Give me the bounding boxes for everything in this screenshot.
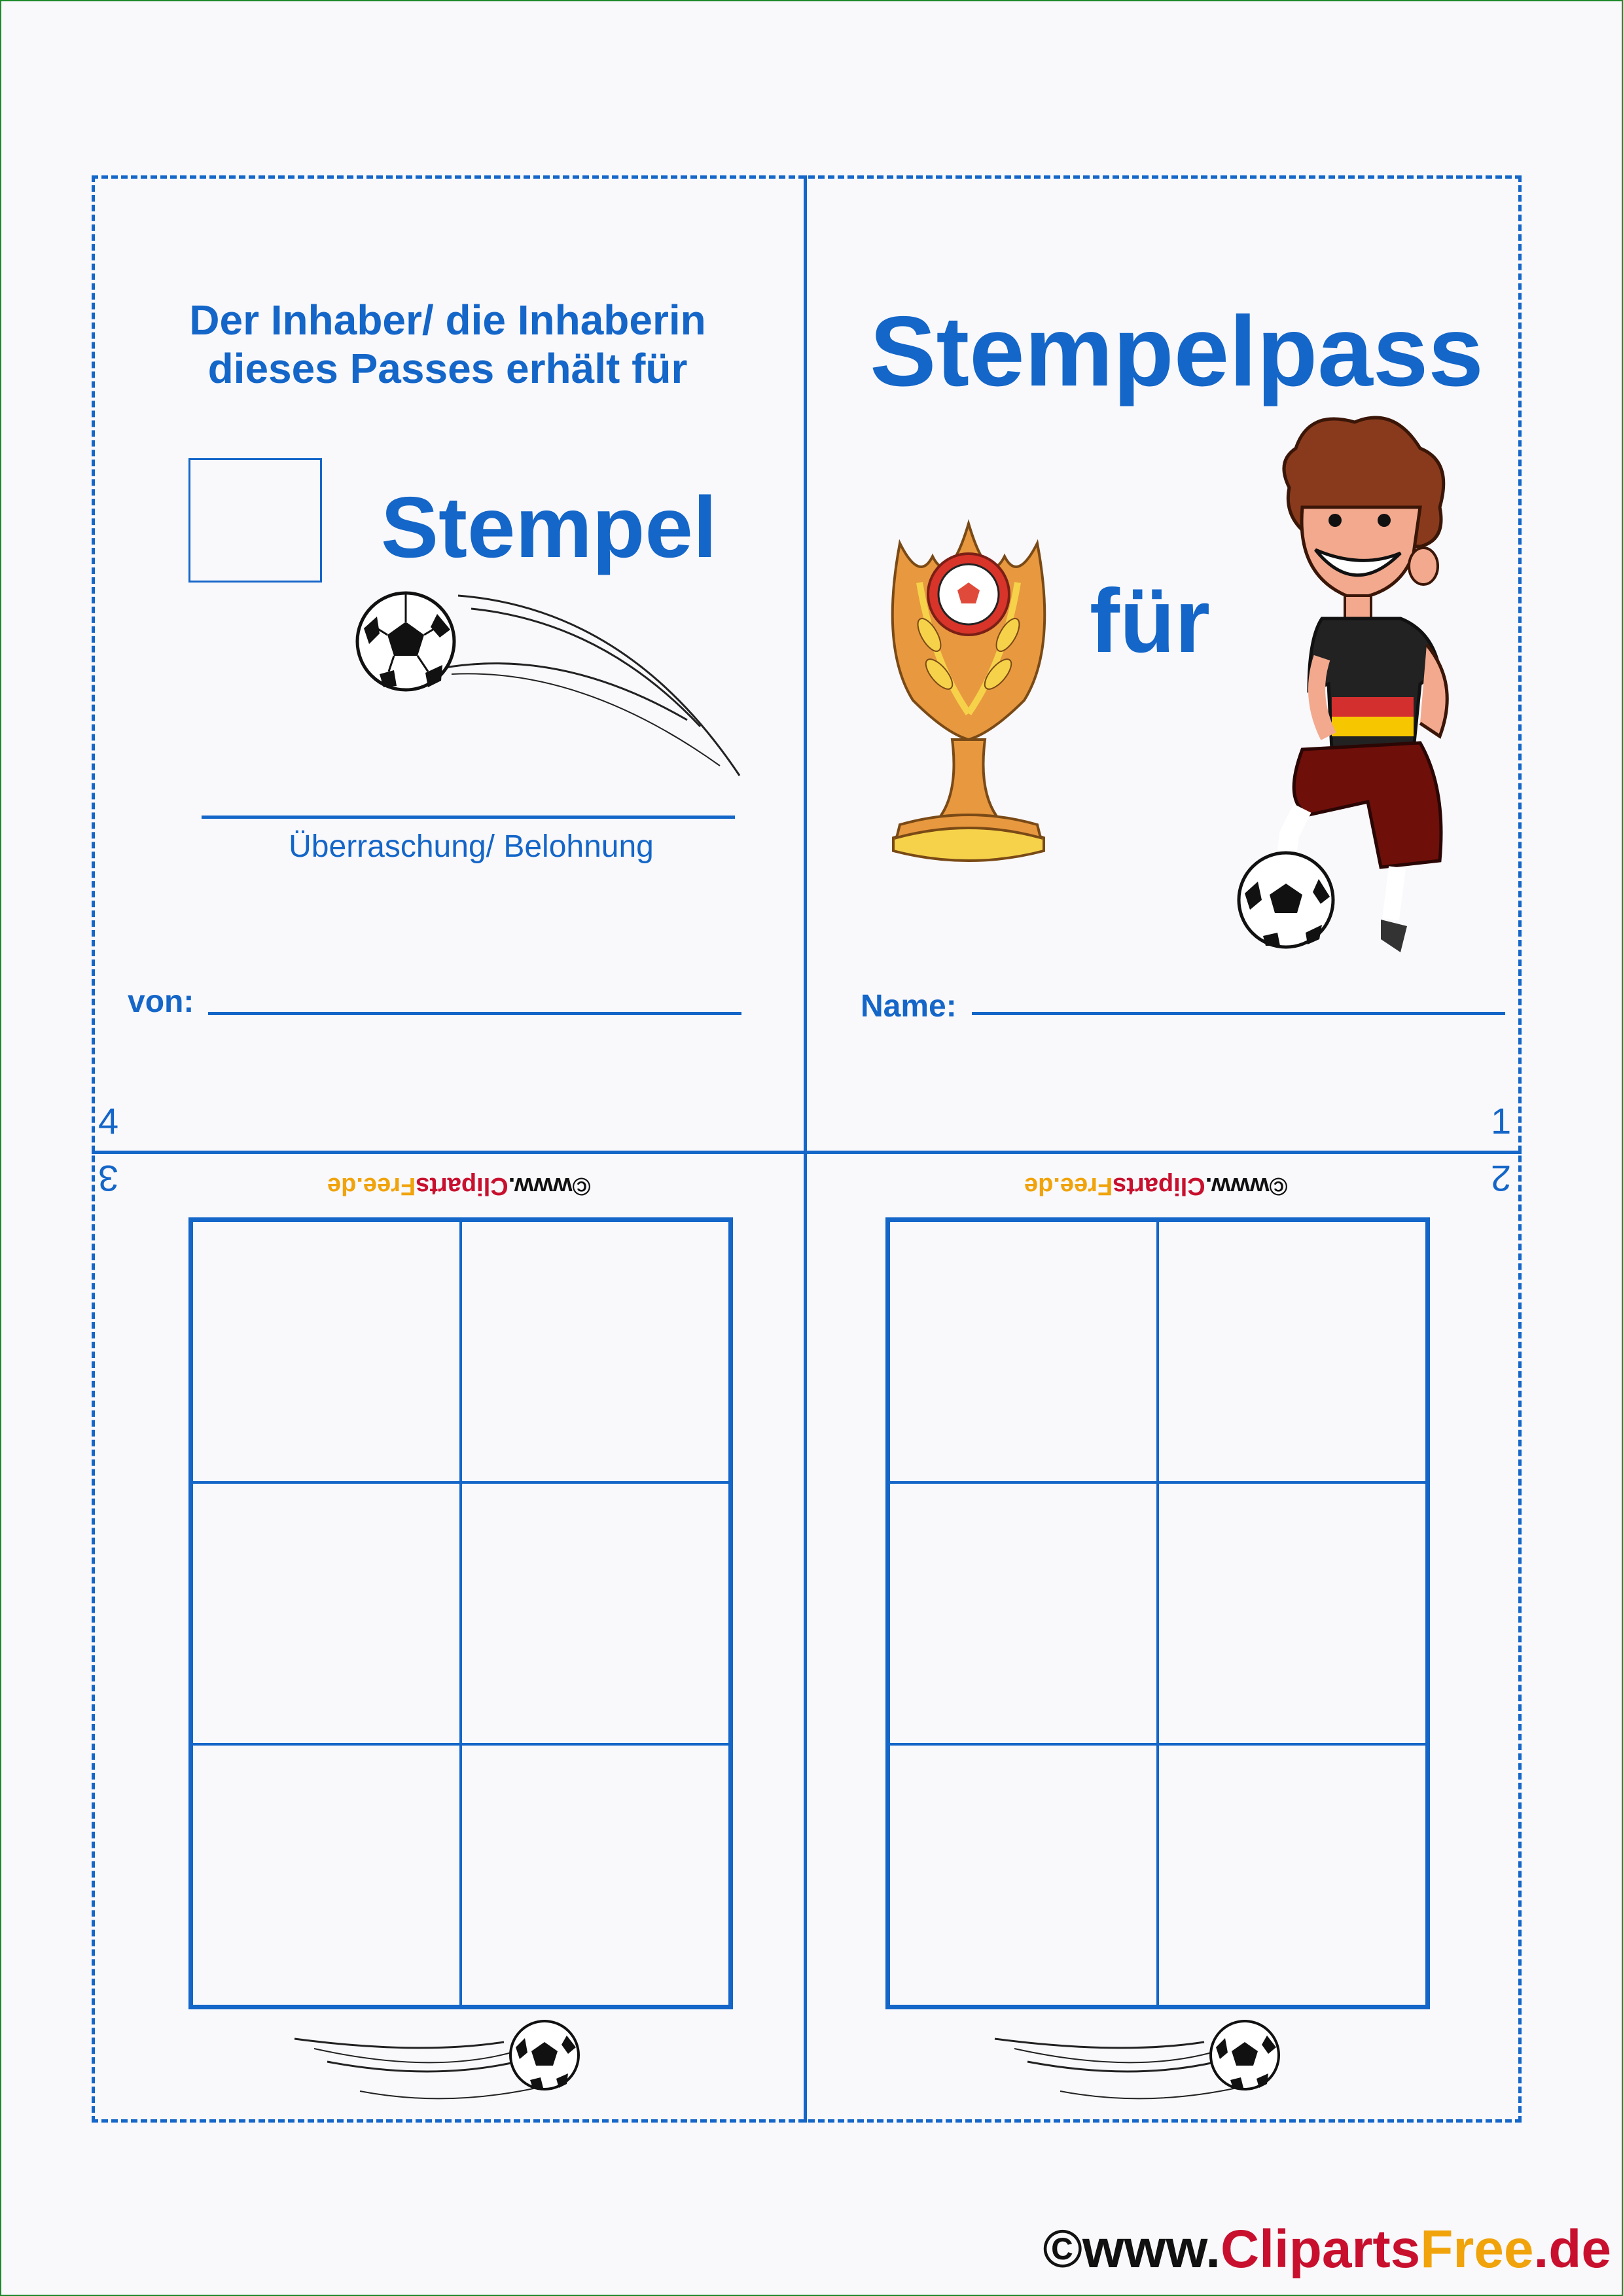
page3-number: 3 <box>98 1158 119 1199</box>
fold-line-horizontal <box>92 1151 1522 1154</box>
cut-line-right <box>1518 175 1522 2123</box>
name-line <box>972 1012 1505 1015</box>
footer-prefix: ©www. <box>1043 2219 1221 2279</box>
trophy-icon <box>874 517 1063 870</box>
von-label: von: <box>128 984 194 1019</box>
stamp-cell <box>461 1482 730 1744</box>
soccer-player-icon <box>1224 409 1486 952</box>
stamp-cell <box>192 1221 461 1482</box>
page2-credit-prefix: ©www. <box>1205 1172 1288 1200</box>
footer-credit <box>1043 2219 1611 2280</box>
stamp-cell <box>461 1744 730 2006</box>
stamp-cell <box>1158 1482 1427 1744</box>
page4-header-line1: Der Inhaber/ die Inhaberin <box>189 296 706 344</box>
page2-credit-suffix: .de <box>1024 1172 1060 1200</box>
footer-suffix: .de <box>1533 2219 1611 2279</box>
page4-number: 4 <box>98 1100 119 1141</box>
soccer-ball-icon <box>988 2016 1289 2121</box>
stamp-cell <box>192 1482 461 1744</box>
page2-credit-free: Free <box>1060 1172 1113 1200</box>
stamp-cell <box>889 1482 1158 1744</box>
page4-header-line2: dieses Passes erhält für <box>207 345 688 392</box>
stempelpass-title: Stempelpass <box>870 296 1484 407</box>
fuer-label: für <box>1090 571 1210 672</box>
soccer-ball-icon <box>353 589 746 785</box>
page2-number: 2 <box>1491 1158 1512 1199</box>
stamp-box <box>188 458 322 583</box>
stamp-grid-page2 <box>885 1217 1430 2009</box>
cut-line-left <box>92 175 95 2123</box>
page3-credit-prefix: ©www. <box>508 1172 591 1200</box>
reward-line <box>202 816 735 819</box>
page3-credit-suffix: .de <box>327 1172 363 1200</box>
soccer-ball-icon <box>288 2016 589 2121</box>
reward-caption: Überraschung/ Belohnung <box>289 829 654 864</box>
stamp-cell <box>461 1221 730 1482</box>
footer-free: Free <box>1420 2219 1534 2279</box>
page4-stempel: Stempel <box>381 479 717 575</box>
footer-cliparts: Cliparts <box>1220 2219 1421 2279</box>
stamp-cell <box>1158 1744 1427 2006</box>
page2-credit <box>1024 1172 1288 1200</box>
fold-line-vertical <box>804 175 807 2123</box>
page1-number: 1 <box>1491 1100 1512 1141</box>
von-line <box>208 1012 741 1015</box>
page3-credit <box>327 1172 591 1200</box>
page2-credit-cliparts: Cliparts <box>1113 1172 1205 1200</box>
stamp-cell <box>889 1744 1158 2006</box>
stamp-grid-page3 <box>188 1217 733 2009</box>
stamp-cell <box>1158 1221 1427 1482</box>
stamp-cell <box>192 1744 461 2006</box>
page3-credit-free: Free <box>363 1172 416 1200</box>
name-label: Name: <box>861 989 957 1024</box>
stamp-cell <box>889 1221 1158 1482</box>
page3-credit-cliparts: Cliparts <box>416 1172 508 1200</box>
